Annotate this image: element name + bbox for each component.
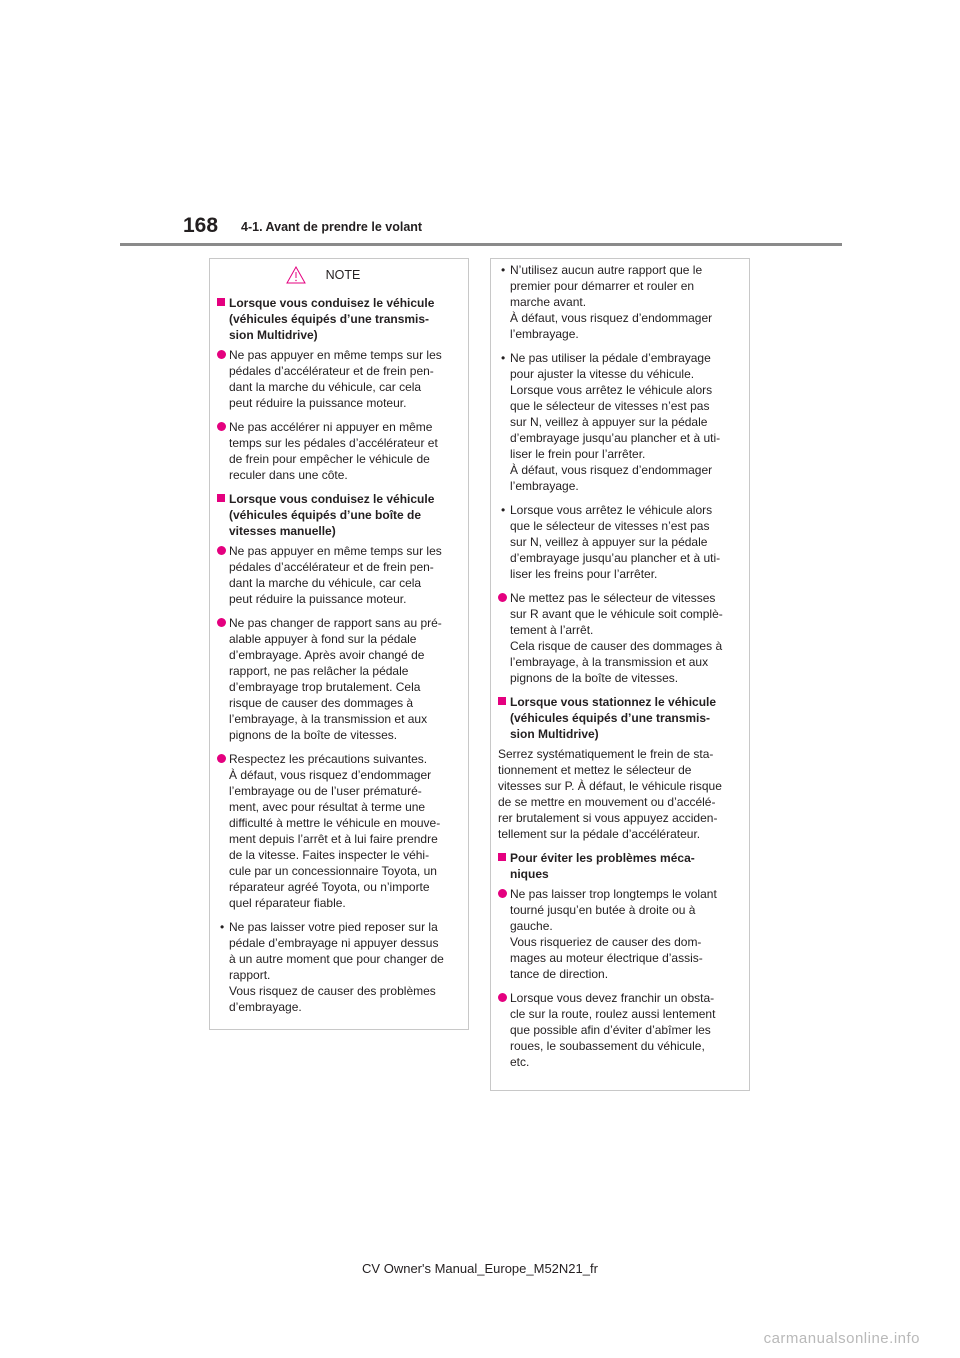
text-line: Lorsque vous arrêtez le véhicule alors bbox=[510, 503, 713, 517]
square-bullet-icon bbox=[217, 298, 225, 306]
text-line: d’embrayage jusqu’au plancher et à uti- bbox=[510, 431, 721, 445]
paragraph bbox=[498, 746, 740, 842]
text-line: d’embrayage. bbox=[229, 1000, 302, 1014]
text-line: À défaut, vous risquez d’endommager bbox=[510, 311, 713, 325]
text-line: que le sélecteur de vitesses n’est pas bbox=[510, 519, 710, 533]
text-line: Lorsque vous arrêtez le véhicule alors bbox=[510, 383, 713, 397]
circle-bullet-item bbox=[217, 751, 459, 911]
circle-bullet-item bbox=[498, 886, 740, 982]
dot-bullet-icon: • bbox=[501, 503, 506, 517]
text-line: pour ajuster la vitesse du véhicule. bbox=[510, 367, 695, 381]
text-line: Ne pas laisser votre pied reposer sur la bbox=[229, 920, 438, 934]
circle-bullet-item bbox=[217, 543, 459, 607]
text-line: rer brutalement si vous appuyez acciden- bbox=[498, 811, 718, 825]
text-line: risque de causer des dommages à bbox=[229, 696, 414, 710]
text-line: difficulté à mettre le véhicule en mouve- bbox=[229, 816, 441, 830]
text-line: pignons de la boîte de vitesses. bbox=[229, 728, 398, 742]
text-line: ment depuis l’arrêt et à lui faire prendre bbox=[229, 832, 438, 846]
text-line: Cela risque de causer des dommages à bbox=[510, 639, 723, 653]
text-line: rapport. bbox=[229, 968, 271, 982]
text-line: tance de direction. bbox=[510, 967, 609, 981]
text-line: (véhicules équipés d’une transmis- bbox=[229, 312, 430, 326]
watermark: carmanualsonline.info bbox=[763, 1330, 920, 1347]
text-line: l’embrayage, à la transmission et aux bbox=[510, 655, 709, 669]
circle-bullet-icon bbox=[217, 422, 226, 431]
text-line: (véhicules équipés d’une boîte de bbox=[229, 508, 422, 522]
text-line: tement à l’arrêt. bbox=[510, 623, 594, 637]
text-line: sion Multidrive) bbox=[510, 727, 599, 741]
text-line: pédales d’accélérateur et de frein pen- bbox=[229, 364, 434, 378]
text-line: vitesses manuelle) bbox=[229, 524, 336, 538]
text-line: l’embrayage. bbox=[510, 327, 579, 341]
text-line: d’embrayage jusqu’au plancher et à uti- bbox=[510, 551, 721, 565]
text-line: Ne mettez pas le sélecteur de vitesses bbox=[510, 591, 716, 605]
section-heading bbox=[498, 850, 740, 882]
text-line: reculer dans une côte. bbox=[229, 468, 348, 482]
text-line: mages au moteur électrique d’assis- bbox=[510, 951, 703, 965]
text-line: sur N, veillez à appuyer sur la pédale bbox=[510, 535, 708, 549]
section-heading bbox=[217, 295, 459, 343]
text-line: alable appuyer à fond sur la pédale bbox=[229, 632, 417, 646]
text-line: d’embrayage trop brutalement. Cela bbox=[229, 680, 421, 694]
circle-bullet-item bbox=[498, 990, 740, 1070]
dot-bullet-icon: • bbox=[501, 263, 506, 277]
text-line: Ne pas appuyer en même temps sur les bbox=[229, 348, 442, 362]
section-title: 4-1. Avant de prendre le volant bbox=[241, 220, 423, 234]
text-line: cle sur la route, roulez aussi lentement bbox=[510, 1007, 716, 1021]
text-line: Ne pas laisser trop longtemps le volant bbox=[510, 887, 717, 901]
text-line: vitesses sur P. À défaut, le véhicule risque bbox=[498, 779, 722, 793]
text-line: liser les freins pour l’arrêter. bbox=[510, 567, 658, 581]
text-line: Lorsque vous devez franchir un obsta- bbox=[510, 991, 715, 1005]
text-line: que le sélecteur de vitesses n’est pas bbox=[510, 399, 710, 413]
dot-bullet-icon: • bbox=[220, 920, 225, 934]
text-line: liser le frein pour l’arrêter. bbox=[510, 447, 646, 461]
text-line: Pour éviter les problèmes méca- bbox=[510, 851, 695, 865]
text-line: l’embrayage. bbox=[510, 479, 579, 493]
text-line: roues, le soubassement du véhicule, bbox=[510, 1039, 705, 1053]
text-line: Ne pas changer de rapport sans au pré- bbox=[229, 616, 442, 630]
text-line: sur R avant que le véhicule soit complè- bbox=[510, 607, 723, 621]
text-line: de frein pour empêcher le véhicule de bbox=[229, 452, 430, 466]
text-line: de se mettre en mouvement ou d’accélé- bbox=[498, 795, 716, 809]
text-line: l’embrayage, à la transmission et aux bbox=[229, 712, 428, 726]
dot-bullet-icon: • bbox=[501, 351, 506, 365]
text-line: Lorsque vous conduisez le véhicule bbox=[229, 296, 435, 310]
text-line: tellement sur la pédale d’accélérateur. bbox=[498, 827, 701, 841]
circle-bullet-item bbox=[217, 419, 459, 483]
text-line: dant la marche du véhicule, car cela bbox=[229, 576, 422, 590]
note-label: NOTE bbox=[325, 268, 361, 282]
text-line: N’utilisez aucun autre rapport que le bbox=[510, 263, 703, 277]
text-line: que possible afin d’éviter d’abîmer les bbox=[510, 1023, 711, 1037]
text-line: etc. bbox=[510, 1055, 530, 1069]
text-line: premier pour démarrer et rouler en bbox=[510, 279, 695, 293]
circle-bullet-icon bbox=[217, 754, 226, 763]
circle-bullet-item bbox=[217, 347, 459, 411]
square-bullet-icon bbox=[498, 697, 506, 705]
section-heading bbox=[217, 491, 459, 539]
text-line: sur N, veillez à appuyer sur la pédale bbox=[510, 415, 708, 429]
text-line: niques bbox=[510, 867, 549, 881]
square-bullet-icon bbox=[498, 853, 506, 861]
text-line: sion Multidrive) bbox=[229, 328, 318, 342]
header-rule bbox=[120, 243, 842, 246]
note-header bbox=[217, 261, 459, 289]
note-box-right bbox=[490, 258, 750, 1091]
footer-manual-id: CV Owner's Manual_Europe_M52N21_fr bbox=[362, 1261, 598, 1276]
text-line: Ne pas appuyer en même temps sur les bbox=[229, 544, 442, 558]
circle-bullet-icon bbox=[498, 593, 507, 602]
text-line: Vous risqueriez de causer des dom- bbox=[510, 935, 702, 949]
text-line: Lorsque vous conduisez le véhicule bbox=[229, 492, 435, 506]
circle-bullet-icon bbox=[498, 889, 507, 898]
text-line: Lorsque vous stationnez le véhicule bbox=[510, 695, 717, 709]
text-line: l’embrayage ou de l’user prématuré- bbox=[229, 784, 422, 798]
text-line: pignons de la boîte de vitesses. bbox=[510, 671, 679, 685]
circle-bullet-item bbox=[217, 615, 459, 743]
text-line: gauche. bbox=[510, 919, 553, 933]
text-line: tourné jusqu’en butée à droite ou à bbox=[510, 903, 696, 917]
text-line: Ne pas accélérer ni appuyer en même bbox=[229, 420, 433, 434]
text-line: dant la marche du véhicule, car cela bbox=[229, 380, 422, 394]
square-bullet-icon bbox=[217, 494, 225, 502]
circle-bullet-icon bbox=[217, 546, 226, 555]
dot-bullet-item bbox=[217, 919, 459, 1015]
circle-bullet-item bbox=[498, 590, 740, 686]
text-line: ment, avec pour résultat à terme une bbox=[229, 800, 426, 814]
text-line: quel réparateur fiable. bbox=[229, 896, 346, 910]
text-line: de la vitesse. Faites inspecter le véhi- bbox=[229, 848, 430, 862]
text-line: à un autre moment que pour changer de bbox=[229, 952, 444, 966]
text-line: peut réduire la puissance moteur. bbox=[229, 592, 407, 606]
text-line: réparateur agréé Toyota, ou n’importe bbox=[229, 880, 430, 894]
circle-bullet-icon bbox=[217, 350, 226, 359]
text-line: À défaut, vous risquez d’endommager bbox=[229, 768, 432, 782]
text-line: temps sur les pédales d’accélérateur et bbox=[229, 436, 438, 450]
right-column-content bbox=[498, 262, 740, 1070]
dot-bullet-item bbox=[498, 350, 740, 494]
text-line: Ne pas utiliser la pédale d’embrayage bbox=[510, 351, 711, 365]
page-number: 168 bbox=[183, 214, 219, 237]
text-line: cule par un concessionnaire Toyota, un bbox=[229, 864, 437, 878]
text-line: (véhicules équipés d’une transmis- bbox=[510, 711, 711, 725]
text-line: Vous risquez de causer des problèmes bbox=[229, 984, 436, 998]
text-line: marche avant. bbox=[510, 295, 587, 309]
text-line: pédale d’embrayage ni appuyer dessus bbox=[229, 936, 439, 950]
note-box-left bbox=[209, 258, 469, 1030]
text-line: pédales d’accélérateur et de frein pen- bbox=[229, 560, 434, 574]
section-heading bbox=[498, 694, 740, 742]
text-line: À défaut, vous risquez d’endommager bbox=[510, 463, 713, 477]
left-column-content bbox=[217, 295, 459, 1015]
text-line: peut réduire la puissance moteur. bbox=[229, 396, 407, 410]
text-line: tionnement et mettez le sélecteur de bbox=[498, 763, 692, 777]
warning-triangle-icon bbox=[286, 266, 306, 284]
text-line: Serrez systématiquement le frein de sta- bbox=[498, 747, 714, 761]
circle-bullet-icon bbox=[498, 993, 507, 1002]
text-line: rapport, ne pas relâcher la pédale bbox=[229, 664, 409, 678]
dot-bullet-item bbox=[498, 262, 740, 342]
circle-bullet-icon bbox=[217, 618, 226, 627]
text-line: Respectez les précautions suivantes. bbox=[229, 752, 428, 766]
text-line: d’embrayage. Après avoir changé de bbox=[229, 648, 425, 662]
dot-bullet-item bbox=[498, 502, 740, 582]
